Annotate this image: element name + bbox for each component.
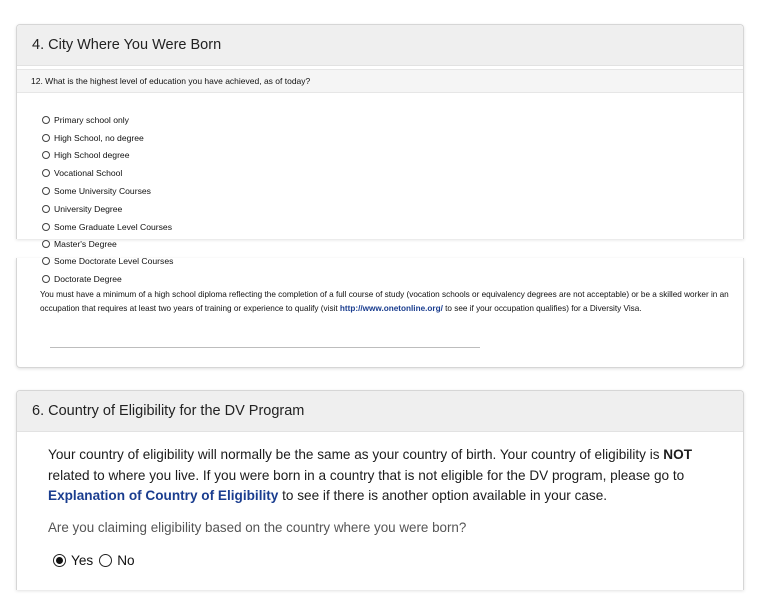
education-option[interactable] [42, 129, 172, 147]
eligibility-question: Are you claiming eligibility based on the country where you were born? [48, 520, 467, 535]
yes-no-group [53, 553, 141, 568]
education-option[interactable] [42, 270, 173, 288]
option-label: Primary school only [54, 114, 129, 125]
education-option[interactable] [42, 200, 172, 218]
section-4-title: 4. City Where You Were Born [17, 25, 743, 66]
education-option[interactable] [42, 236, 172, 254]
section-6-panel [16, 390, 744, 590]
yes-radio[interactable] [53, 554, 66, 567]
section-4-panel [16, 24, 744, 250]
explanation-text: Your country of eligibility will normally be the same as your country of birth. Your country of eligibility is [48, 447, 664, 462]
radio-icon[interactable] [42, 187, 50, 195]
option-label: Some University Courses [54, 186, 151, 197]
education-options [42, 111, 172, 253]
explanation-bold: NOT [663, 447, 692, 462]
education-option[interactable] [42, 147, 172, 165]
note-text-end: to see if your occupation qualifies) for a Diversity Visa. [442, 303, 642, 313]
onetonline-link[interactable]: http://www.onetonline.org/ [339, 303, 443, 313]
education-option[interactable] [42, 164, 172, 182]
education-option[interactable] [42, 252, 173, 270]
eligibility-explanation [48, 445, 728, 507]
education-requirement-note [40, 288, 730, 315]
no-radio[interactable] [99, 554, 112, 567]
section-4-panel-continued [16, 255, 744, 368]
explanation-text-2: related to where you live. If you were born in a country that is not eligible for the DV program, please go to [48, 467, 685, 483]
option-label: Master's Degree [54, 239, 117, 250]
radio-icon[interactable] [42, 205, 50, 213]
radio-icon[interactable] [42, 275, 50, 283]
note-text: You must have a minimum of a high school diploma reflecting the completion of a full course of study (vocation schools or equivalency degrees are not acceptable) or be a skilled worker in an occupation that requires at least two years of training or experience to qualify (visit [40, 290, 729, 313]
option-label: University Degree [54, 203, 123, 214]
selected-dot-icon [56, 557, 63, 564]
section-6-title: 6. Country of Eligibility for the DV Program [17, 391, 743, 432]
option-label: Some Graduate Level Courses [54, 221, 172, 232]
option-label: Some Doctorate Level Courses [54, 255, 174, 266]
radio-icon[interactable] [42, 240, 50, 248]
radio-icon[interactable] [42, 134, 50, 142]
divider [50, 347, 480, 348]
explanation-text-3: to see if there is another option available in your case. [278, 488, 608, 503]
education-option[interactable] [42, 111, 172, 129]
radio-icon[interactable] [42, 151, 50, 159]
radio-icon[interactable] [42, 169, 50, 177]
option-label: Vocational School [54, 168, 123, 179]
education-option[interactable] [42, 218, 172, 236]
radio-icon[interactable] [42, 116, 50, 124]
radio-icon[interactable] [42, 223, 50, 231]
radio-icon[interactable] [42, 257, 50, 265]
education-options-continued [42, 252, 173, 288]
yes-label[interactable]: Yes [71, 553, 94, 568]
education-option[interactable] [42, 182, 172, 200]
option-label: High School, no degree [54, 132, 144, 143]
eligibility-explanation-link[interactable]: Explanation of Country of Eligibility [48, 488, 279, 503]
no-label[interactable]: No [117, 553, 135, 568]
option-label: High School degree [54, 150, 130, 161]
option-label: Doctorate Degree [54, 273, 122, 284]
education-question: 12. What is the highest level of education you have achieved, as of today? [17, 69, 743, 93]
